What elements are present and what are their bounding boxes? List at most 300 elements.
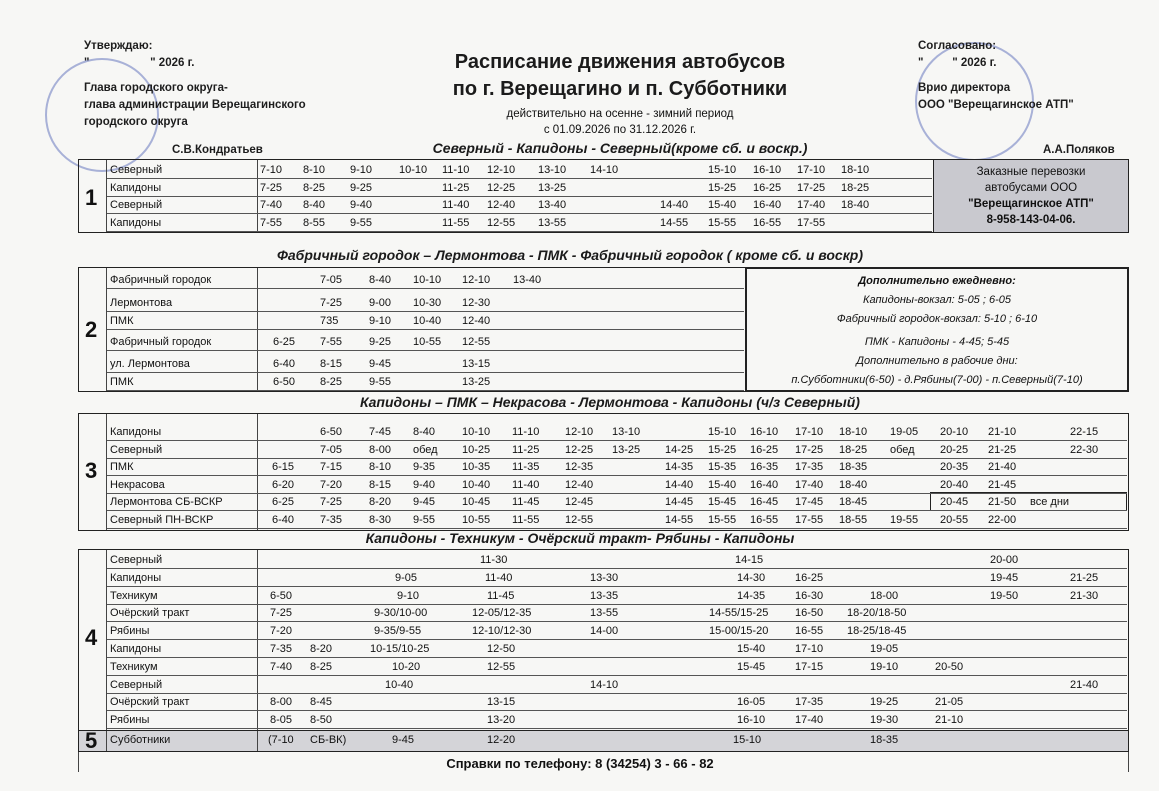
route1-time: 13-55 <box>538 216 567 229</box>
route5-time: (7-10 <box>268 734 294 746</box>
route4-stop-name: Северный <box>110 678 163 691</box>
route4-time: 19-30 <box>870 714 899 727</box>
agree-line1: Врио директора <box>918 82 1011 94</box>
route1-time: 16-40 <box>753 199 782 211</box>
route4-row <box>107 588 1127 605</box>
route4-time: 9-35/9-55 <box>374 625 422 638</box>
route3-time: 15-35 <box>708 461 737 473</box>
route4-time: 13-20 <box>487 714 516 727</box>
route5-stop: Субботники <box>110 734 171 746</box>
route4-time: 14-55/15-25 <box>709 607 769 620</box>
route3-time: 6-15 <box>272 461 295 473</box>
route2-time: 9-45 <box>369 358 392 370</box>
route2-stop-name: ул. Лермонтова <box>110 358 190 370</box>
route3-time: 18-35 <box>839 461 868 473</box>
route4-time: 13-30 <box>590 571 619 584</box>
approve-line2: глава администрации Верещагинского <box>84 99 306 111</box>
route1-time: 16-10 <box>753 164 782 176</box>
route4-time: 10-15/10-25 <box>370 643 430 655</box>
route4-row <box>107 623 1127 640</box>
route4-row <box>107 552 1127 569</box>
route2-time: 10-10 <box>413 274 442 286</box>
route4-stop-name: Техникум <box>110 589 158 602</box>
route2-time: 10-30 <box>413 297 442 309</box>
route3-time: 14-45 <box>665 496 694 508</box>
route3-time: 22-15 <box>1070 426 1099 438</box>
route3-time: 22-30 <box>1070 443 1099 456</box>
route3-time: 8-40 <box>413 426 436 438</box>
route3-time: 13-10 <box>612 426 641 438</box>
route3-time: 9-40 <box>413 478 436 491</box>
route1-row <box>107 180 932 197</box>
route4-time: 21-40 <box>1070 678 1099 691</box>
route5-row <box>78 730 1129 752</box>
route3-time: 16-40 <box>750 478 779 491</box>
route1-stop-name: Северный <box>110 164 163 176</box>
route3-time: 15-25 <box>708 443 737 456</box>
route3-time: 7-05 <box>320 443 343 456</box>
route1-time: 17-10 <box>797 164 826 176</box>
route4-time: 16-55 <box>795 625 824 638</box>
footer-phone: Справки по телефону: 8 (34254) 3 - 66 - 82 <box>446 756 714 771</box>
route3-title: Капидоны – ПМК – Некрасова - Лермонтова - Капидоны (ч/з Северный) <box>360 394 860 410</box>
route2-stop-name: ПМК <box>110 315 134 327</box>
route1-time: 11-10 <box>442 164 470 176</box>
route4-title: Капидоны - Техникум - Очёрский тракт- Рябины - Капидоны <box>365 530 795 546</box>
route5-time: 12-20 <box>487 734 516 746</box>
route4-time: 21-05 <box>935 696 964 709</box>
route4-time: 20-00 <box>990 554 1019 566</box>
route2-time: 7-55 <box>320 336 343 348</box>
route4-time: 13-35 <box>590 589 619 602</box>
route3-time: 12-45 <box>565 496 594 508</box>
route1-time: 9-55 <box>350 216 373 229</box>
route5-time: 9-45 <box>392 734 415 746</box>
route4-time: 21-10 <box>935 714 964 727</box>
route2-title: Фабричный городок – Лермонтова - ПМК - Фабричный городок ( кроме сб. и воскр) <box>276 247 864 263</box>
route3-time: 14-55 <box>665 513 694 526</box>
extra-line3: Фабричный городок-вокзал: 5-10 ; 6-10 <box>836 313 1038 325</box>
route4-time: 7-35 <box>270 643 293 655</box>
route4-stop-name: Техникум <box>110 660 158 673</box>
route2-time: 8-40 <box>369 274 392 286</box>
route3-time: 12-10 <box>565 426 594 438</box>
page-title-line2: по г. Верещагино и п. Субботники <box>452 78 788 100</box>
route2-row <box>107 356 744 373</box>
route3-time: 21-40 <box>988 461 1017 473</box>
route2-time: 9-00 <box>369 297 392 309</box>
route1-time: 15-55 <box>708 216 737 229</box>
route1-time: 10-10 <box>399 164 428 176</box>
route3-time: 20-40 <box>940 478 969 491</box>
route4-time: 16-25 <box>795 571 824 584</box>
route1-time: 12-40 <box>487 199 516 211</box>
route1-time: 15-10 <box>708 164 737 176</box>
route3-time: 10-10 <box>462 426 491 438</box>
route4-time: 21-30 <box>1070 589 1099 602</box>
route1-time: 16-25 <box>753 181 782 194</box>
agree-label: Согласовано: <box>918 40 997 52</box>
route4-time: 7-40 <box>270 660 293 673</box>
route2-time: 12-30 <box>462 297 491 309</box>
route3-time: 8-30 <box>369 513 392 526</box>
route1-time: 17-25 <box>797 181 826 194</box>
route1-time: 11-40 <box>442 199 470 211</box>
route4-stop-name: Капидоны <box>110 571 162 584</box>
agree-date: " " 2026 г. <box>918 57 997 69</box>
route2-time: 13-40 <box>513 274 542 286</box>
route2-time: 10-40 <box>413 315 442 327</box>
route3-time: 10-55 <box>462 513 491 526</box>
route1-row <box>107 215 932 232</box>
route4-row <box>107 677 1127 694</box>
route3-time: 7-20 <box>320 478 343 491</box>
route1-time: 7-25 <box>260 181 283 194</box>
order-line2: автобусами ООО <box>984 182 1078 194</box>
route4-time: 15-00/15-20 <box>709 625 769 638</box>
approve-line1: Глава городского округа- <box>84 82 228 94</box>
route3-time: 19-55 <box>890 513 919 526</box>
route3-time: 11-10 <box>512 426 540 438</box>
route4-stop-name: Очёрский тракт <box>110 607 190 620</box>
route3-time: 20-45 <box>940 496 969 508</box>
approve-line3: городского округа <box>84 116 188 128</box>
route2-time: 9-25 <box>369 336 392 348</box>
route4-row <box>107 694 1127 711</box>
route2-time: 9-55 <box>369 376 392 388</box>
route3-row <box>107 424 1127 441</box>
route3-number: 3 <box>85 458 98 483</box>
route4-time: 19-45 <box>990 571 1019 584</box>
route3-time: обед <box>413 443 438 456</box>
route4-row <box>107 659 1127 676</box>
route4-time: 16-05 <box>737 696 766 709</box>
route3-time: 21-50 <box>988 496 1017 508</box>
route3-time: 16-35 <box>750 461 779 473</box>
route3-time: 14-25 <box>665 443 694 456</box>
approve-block <box>84 38 384 131</box>
order-line1: Заказные перевозки <box>976 166 1086 178</box>
route4-time: 8-45 <box>310 696 333 709</box>
route3-time: 16-55 <box>750 513 779 526</box>
route2-extra <box>745 272 1129 390</box>
route3-time: 17-25 <box>795 443 824 456</box>
route2-row <box>107 313 744 330</box>
approve-date: " " 2026 г. <box>84 57 195 69</box>
route1-time: 18-10 <box>841 164 870 176</box>
route4-time: 14-15 <box>735 554 764 566</box>
route3-time: 11-55 <box>512 513 540 526</box>
route2-time: 6-50 <box>273 376 296 388</box>
route3-time: 6-40 <box>272 513 295 526</box>
route5-number: 5 <box>85 728 98 753</box>
route1-time: 13-25 <box>538 181 567 194</box>
route4-time: 11-45 <box>487 589 515 602</box>
route1-time: 14-40 <box>660 199 689 211</box>
route4-time: 11-30 <box>480 554 508 566</box>
route4-time: 12-50 <box>487 643 516 655</box>
route3-time: 10-35 <box>462 461 491 473</box>
route4-time: 19-05 <box>870 643 899 655</box>
route5-time: СБ-ВК) <box>310 734 347 746</box>
route4-time: 19-25 <box>870 696 899 709</box>
route1-time: 7-10 <box>260 164 283 176</box>
route4-time: 8-20 <box>310 643 333 655</box>
route4-row <box>107 605 1127 622</box>
page-title-line1: Расписание движения автобусов <box>454 51 786 73</box>
route1-time: 18-25 <box>841 181 870 194</box>
route1-time: 11-25 <box>442 181 470 194</box>
route1-time: 13-10 <box>538 164 567 176</box>
route4-time: 15-40 <box>737 643 766 655</box>
route4-time: 18-00 <box>870 589 899 602</box>
route3-time: 9-55 <box>413 513 436 526</box>
route3-time: 15-45 <box>708 496 737 508</box>
route3-time: 17-55 <box>795 513 824 526</box>
route3-time: 17-10 <box>795 426 824 438</box>
route3-stop-name: Лермонтова СБ-ВСКР <box>110 496 223 508</box>
route3-time: 21-25 <box>988 443 1017 456</box>
route3-time: 17-45 <box>795 496 824 508</box>
route1-stop-name: Северный <box>110 199 163 211</box>
route4-time: 10-20 <box>392 660 421 673</box>
route2-time: 12-40 <box>462 315 491 327</box>
route5-time: 18-35 <box>870 734 899 746</box>
route1-row <box>107 197 932 214</box>
order-line4: 8-958-143-04-06. <box>986 214 1076 226</box>
validity-line2: с 01.09.2026 по 31.12.2026 г. <box>543 124 697 136</box>
route3-time: 21-45 <box>988 478 1017 491</box>
route3-time: 20-55 <box>940 513 969 526</box>
route2-row <box>107 374 744 391</box>
route4-time: 16-10 <box>737 714 766 727</box>
route3-row <box>107 512 1127 529</box>
route1-stop-name: Капидоны <box>110 216 162 229</box>
route3-stop-name: Некрасова <box>110 478 165 491</box>
route4-time: 14-00 <box>590 625 619 638</box>
route3-time: 16-25 <box>750 443 779 456</box>
route3-time: 8-00 <box>369 443 392 456</box>
route4-time: 18-20/18-50 <box>847 607 907 620</box>
route1-time: 7-40 <box>260 199 283 211</box>
route4-time: 19-50 <box>990 589 1019 602</box>
route3-stop-name: Капидоны <box>110 426 162 438</box>
route3-time: 11-45 <box>512 496 540 508</box>
route4-stop-name: Капидоны <box>110 643 162 655</box>
route3-time: 11-35 <box>512 461 540 473</box>
route4-time: 15-45 <box>737 660 766 673</box>
route1-time: 9-25 <box>350 181 373 194</box>
route3-stop-name: Северный <box>110 443 163 456</box>
route3-time: 15-10 <box>708 426 737 438</box>
route3-time: 15-55 <box>708 513 737 526</box>
route3-time: 8-10 <box>369 461 392 473</box>
approve-label: Утверждаю: <box>84 40 153 52</box>
route4-row <box>107 712 1127 729</box>
route2-time: 9-10 <box>369 315 392 327</box>
route3-time: 10-25 <box>462 443 491 456</box>
route4-stop-name: Рябины <box>110 625 150 638</box>
route3-time: 15-40 <box>708 478 737 491</box>
route1-time: 12-10 <box>487 164 516 176</box>
route4-time: 17-10 <box>795 643 824 655</box>
route3-row <box>107 459 1127 476</box>
route3-time: 7-45 <box>369 426 392 438</box>
route3-time: 6-50 <box>320 426 343 438</box>
route3-time: 14-35 <box>665 461 694 473</box>
route3-time: 10-40 <box>462 478 491 491</box>
route3-time: 11-25 <box>512 443 540 456</box>
route3-time: 13-25 <box>612 443 641 456</box>
route4-stop-name: Очёрский тракт <box>110 696 190 709</box>
extra-line5: Дополнительно в рабочие дни: <box>856 355 1018 367</box>
route3-time: 12-55 <box>565 513 594 526</box>
route4-time: 14-35 <box>737 589 766 602</box>
route4-time: 12-05/12-35 <box>472 607 532 620</box>
route1-time: 8-40 <box>303 199 326 211</box>
approve-name: С.В.Кондратьев <box>172 144 263 156</box>
route4-time: 12-55 <box>487 660 516 673</box>
route1-number: 1 <box>85 185 98 210</box>
route3-time: 6-20 <box>272 478 295 491</box>
route3-time: 9-35 <box>413 461 436 473</box>
route1-time: 8-55 <box>303 216 326 229</box>
route4-time: 19-10 <box>870 660 899 673</box>
extra-line2: Капидоны-вокзал: 5-05 ; 6-05 <box>863 294 1011 306</box>
extra-line6: п.Субботники(6-50) - д.Рябины(7-00) - п.Северный(7-10) <box>791 374 1083 386</box>
order-line3: "Верещагинское АТП" <box>968 198 1094 210</box>
route4-time: 9-05 <box>395 571 418 584</box>
agree-block <box>918 38 1148 114</box>
route3-time: 12-35 <box>565 461 594 473</box>
route3-time: 6-25 <box>272 496 295 508</box>
route2-time: 10-55 <box>413 336 442 348</box>
route1-time: 13-40 <box>538 199 567 211</box>
route4-time: 17-35 <box>795 696 824 709</box>
route2-stop-name: ПМК <box>110 376 134 388</box>
route2-time: 12-55 <box>462 336 491 348</box>
route4-time: 11-40 <box>485 571 513 584</box>
route1-time: 15-40 <box>708 199 737 211</box>
route1-time: 9-10 <box>350 164 373 176</box>
route4-time: 7-25 <box>270 607 293 620</box>
route4-time: 12-10/12-30 <box>472 625 532 638</box>
route1-time: 8-25 <box>303 181 326 194</box>
route1-time: 18-40 <box>841 199 870 211</box>
route4-row <box>107 570 1127 587</box>
route4-time: 17-40 <box>795 714 824 727</box>
route1-time: 14-10 <box>590 164 619 176</box>
route4-time: 7-20 <box>270 625 293 638</box>
route3-time: 7-25 <box>320 496 343 508</box>
route3-time: 18-40 <box>839 478 868 491</box>
route5-time: 15-10 <box>733 734 762 746</box>
route3-time: все дни <box>1030 496 1070 508</box>
route2-row <box>107 272 744 289</box>
route4-stop-name: Рябины <box>110 714 150 727</box>
route3-time: 7-35 <box>320 513 343 526</box>
route4-time: 13-15 <box>487 696 516 709</box>
route3-row <box>107 477 1127 494</box>
route4-time: 21-25 <box>1070 571 1099 584</box>
route3-time: обед <box>890 443 915 456</box>
route4-time: 8-25 <box>310 660 333 673</box>
route4-time: 8-05 <box>270 714 293 727</box>
route4-time: 14-30 <box>737 571 766 584</box>
route4-time: 16-30 <box>795 589 824 602</box>
route2-stop-name: Фабричный городок <box>110 274 212 286</box>
route2-time: 12-10 <box>462 274 491 286</box>
route3-time: 7-15 <box>320 461 343 473</box>
route4-time: 13-55 <box>590 607 619 620</box>
route2-time: 7-25 <box>320 297 343 309</box>
agree-name: А.А.Поляков <box>1043 144 1115 156</box>
route1-time: 9-40 <box>350 199 373 211</box>
route3-time: 18-45 <box>839 496 868 508</box>
route1-row <box>107 162 932 179</box>
route3-time: 18-25 <box>839 443 868 456</box>
route2-time: 13-25 <box>462 376 491 388</box>
route2-row <box>107 334 744 351</box>
route2-stop-name: Фабричный городок <box>110 336 212 348</box>
route3-time: 8-20 <box>369 496 392 508</box>
route3-time: 11-40 <box>512 478 540 491</box>
route2-time: 8-15 <box>320 358 343 370</box>
route3-time: 12-40 <box>565 478 594 491</box>
route4-time: 10-40 <box>385 678 414 691</box>
route3-time: 20-35 <box>940 461 969 473</box>
route2-time: 735 <box>320 315 339 327</box>
route3-time: 12-25 <box>565 443 594 456</box>
route3-time: 18-55 <box>839 513 868 526</box>
route3-time: 17-40 <box>795 478 824 491</box>
route1-time: 17-55 <box>797 216 826 229</box>
route4-time: 18-25/18-45 <box>847 625 907 638</box>
route4-number: 4 <box>85 625 98 650</box>
route3-time: 17-35 <box>795 461 824 473</box>
route1-time: 17-40 <box>797 199 826 211</box>
order-text <box>933 164 1129 228</box>
route2-time: 6-40 <box>273 358 296 370</box>
route3-row <box>107 494 1127 511</box>
route4-time: 8-00 <box>270 696 293 709</box>
route3-time: 19-05 <box>890 426 919 438</box>
route3-row <box>107 442 1127 459</box>
route1-time: 7-55 <box>260 216 283 229</box>
route2-row <box>107 295 744 312</box>
agree-line2: ООО "Верещагинское АТП" <box>918 99 1074 111</box>
route2-time: 7-05 <box>320 274 343 286</box>
route1-time: 16-55 <box>753 216 782 229</box>
route3-time: 9-45 <box>413 496 436 508</box>
route3-time: 14-40 <box>665 478 694 491</box>
route4-time: 8-50 <box>310 714 333 727</box>
route3-time: 18-10 <box>839 426 868 438</box>
route2-time: 13-15 <box>462 358 491 370</box>
validity-line1: действительно на осенне - зимний период <box>506 108 734 120</box>
route4-time: 20-50 <box>935 660 964 673</box>
route4-time: 17-15 <box>795 660 824 673</box>
route3-stop-name: Северный ПН-ВСКР <box>110 513 214 526</box>
route4-time: 9-30/10-00 <box>374 607 428 620</box>
route4-row <box>107 641 1127 658</box>
route3-time: 8-15 <box>369 478 392 491</box>
route1-time: 15-25 <box>708 181 737 194</box>
route3-time: 20-25 <box>940 443 969 456</box>
route4-time: 14-10 <box>590 678 619 691</box>
route3-time: 16-45 <box>750 496 779 508</box>
route3-time: 16-10 <box>750 426 779 438</box>
